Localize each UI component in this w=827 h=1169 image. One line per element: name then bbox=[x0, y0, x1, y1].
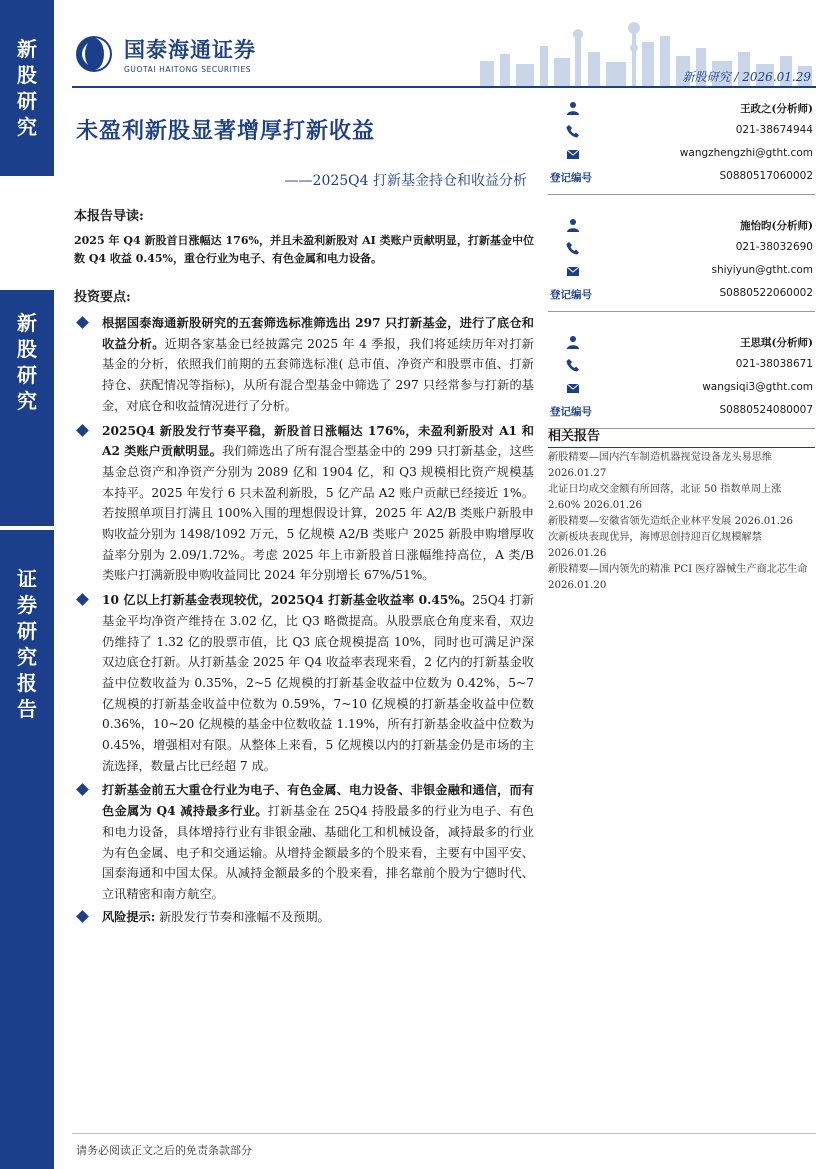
analyst-email[interactable]: shiyiyun@gtht.com bbox=[711, 264, 813, 276]
risk-label: 风险提示: bbox=[102, 909, 156, 924]
bullet-diamond-icon bbox=[76, 593, 89, 606]
disclaimer-footer: 请务必阅读正文之后的免责条款部分 bbox=[76, 1144, 252, 1157]
analyst-card bbox=[548, 332, 815, 429]
invest-point-text: 25Q4 打新基金平均净资产维持在 3.02 亿，比 Q3 略微提高。从股票底仓角度来看，双边仍维持了 1.32 亿的股票市值，比 Q3 底仓规模提高 10%，同时也可满足沪深双边底仓打新。从打新基金 2025 年 Q4 收益率表现来看，2 亿内的打新基金收益中位数收益为 0.35%，2~5 亿规模的打新基金收益中位数为 0.42%，5~7 亿规模的打新基金收益中位数为 0.59%，7~10 亿规模的打新基金收益中位数 0.36%，10~20 亿规模的基金中位数收益 1.19%，所有打新基金收益中位数为 0.45%，增强相对有限。从整体上来看，5 亿规模以内的打新基金仍是市场的主流选择，数量占比已经超 7 成。 bbox=[102, 593, 534, 773]
analyst-phone: 021-38032690 bbox=[735, 241, 813, 253]
analyst-name: 王思琪(分析师) bbox=[740, 337, 813, 349]
related-report-item[interactable]: 北证日均成交金额有所回落，北证 50 指数单周上涨 2.60% 2026.01.26 bbox=[548, 484, 782, 511]
sidebar-char: 告 bbox=[17, 697, 37, 721]
sidebar-char: 研 bbox=[17, 89, 37, 113]
footer-divider bbox=[72, 1133, 816, 1134]
related-reports-heading: 相关报告 bbox=[548, 425, 815, 448]
analyst-email[interactable]: wangzhengzhi@gtht.com bbox=[679, 147, 813, 159]
sidebar-char: 股 bbox=[17, 63, 37, 87]
registration-label: 登记编号 bbox=[550, 172, 592, 184]
person-icon bbox=[566, 218, 580, 232]
bullet-diamond-icon bbox=[76, 424, 89, 437]
header-divider bbox=[72, 86, 816, 88]
analyst-card bbox=[548, 98, 815, 195]
sidebar bbox=[0, 0, 54, 1169]
guide-text: 2025 年 Q4 新股首日涨幅达 176%，并且未盈利新股对 AI 类账户贡献明显，打新基金中位数 Q4 收益 0.45%，重仓行业为电子、有色金属和电力设备。 bbox=[74, 234, 534, 265]
related-reports-list bbox=[548, 450, 815, 594]
invest-point-highlight: 打新基金前五大重仓行业为电子、有色金属、电力设备、非银金融和通信，而有色金属为 Q4 减持最多行业。 bbox=[102, 783, 534, 819]
report-title: 未盈利新股显著增厚打新收益 bbox=[76, 118, 376, 144]
sidebar-char: 新 bbox=[17, 37, 37, 61]
analyst-card bbox=[548, 215, 815, 312]
email-icon bbox=[566, 381, 580, 395]
report-subtitle: ——2025Q4 打新基金持仓和收益分析 bbox=[284, 173, 527, 189]
related-report-item[interactable]: 新股精要—国内领先的精准 PCI 医疗器械生产商北芯生命 2026.01.20 bbox=[548, 564, 808, 591]
registration-number: S0880517060002 bbox=[719, 170, 813, 182]
invest-heading: 投资要点: bbox=[74, 290, 131, 305]
invest-point-highlight: 10 亿以上打新基金表现较优，2025Q4 打新基金收益率 0.45%。 bbox=[102, 593, 473, 608]
risk-text: 新股发行节奏和涨幅不及预期。 bbox=[159, 909, 330, 924]
sidebar-char: 证 bbox=[17, 567, 37, 591]
logo-icon bbox=[74, 34, 118, 74]
bullet-diamond-icon bbox=[76, 910, 89, 923]
invest-point bbox=[74, 590, 534, 776]
logo-text-en: GUOTAI HAITONG SECURITIES bbox=[124, 65, 252, 74]
sidebar-char: 研 bbox=[17, 619, 37, 643]
sidebar-char: 新 bbox=[17, 311, 37, 335]
sidebar-label-new-stock bbox=[0, 0, 54, 176]
analyst-name: 施怡昀(分析师) bbox=[740, 220, 813, 232]
logo-text-cn: 国泰海通证券 bbox=[124, 38, 256, 62]
report-category-date: 新股研究 / 2026.01.29 bbox=[682, 70, 811, 84]
person-icon bbox=[566, 101, 580, 115]
registration-label: 登记编号 bbox=[550, 406, 592, 418]
analyst-name: 王政之(分析师) bbox=[740, 103, 813, 115]
analyst-panel bbox=[548, 98, 815, 449]
sidebar-char: 究 bbox=[17, 645, 37, 669]
registration-label: 登记编号 bbox=[550, 289, 592, 301]
person-icon bbox=[566, 335, 580, 349]
invest-point bbox=[74, 421, 534, 587]
sidebar-char: 股 bbox=[17, 337, 37, 361]
sidebar-char: 报 bbox=[17, 671, 37, 695]
email-icon bbox=[566, 264, 580, 278]
analyst-phone: 021-38674944 bbox=[735, 124, 813, 136]
sidebar-char: 究 bbox=[17, 115, 37, 139]
analyst-phone: 021-38038671 bbox=[735, 358, 813, 370]
phone-icon bbox=[566, 241, 580, 255]
phone-icon bbox=[566, 124, 580, 138]
invest-point-text: 打新基金在 25Q4 持股最多的行业为电子、有色和电力设备，具体增持行业有非银金融、基础化工和机械设备，减持最多的行业为有色金属、电子和交通运输。从增持金额最多的个股来看，主要有中国平安、国泰海通和中国太保。从减持金额最多的个股来看，排名靠前个股为宁德时代、立讯精密和南方航空。 bbox=[102, 804, 534, 901]
related-report-item[interactable]: 次新板块表现优异，海博思创持迎百亿规模解禁 2026.01.26 bbox=[548, 532, 762, 559]
registration-number: S0880524080007 bbox=[719, 404, 813, 416]
related-report-item[interactable]: 新股精要—安徽省领先造纸企业林平发展 2026.01.26 bbox=[548, 516, 793, 527]
sidebar-char: 研 bbox=[17, 363, 37, 387]
registration-number: S0880522060002 bbox=[719, 287, 813, 299]
sidebar-char: 券 bbox=[17, 593, 37, 617]
phone-icon bbox=[566, 358, 580, 372]
sidebar-char: 究 bbox=[17, 389, 37, 413]
company-logo bbox=[74, 34, 256, 74]
related-report-item[interactable]: 新股精要—国内汽车制造机器视觉设备龙头易思维 2026.01.27 bbox=[548, 452, 773, 479]
guide-heading: 本报告导读: bbox=[74, 209, 144, 224]
invest-point-text: 我们筛选出了所有混合型基金中的 299 只打新基金，这些基金总资产和净资产分别为 2089 亿和 1904 亿，和 Q3 规模相比资产规模基本持平。2025 年发行 6 只未盈利新股，5 亿产品 A2 账户贡献已经接近 1%。若按照单项目打满且 100%入围的理想假设计算，2025 年 A2/B 类账户新股申购收益分别为 1498/1092 万元，5 亿规模 A2/B 类账户 2025 新股申购增厚收益率分别为 2.09/1.72%。考虑 2025 年上市新股首日涨幅维持高位，A 类/B 类账户打满新股申购收益同比 2024 年分别增长 67%/51%。 bbox=[102, 444, 534, 583]
invest-point bbox=[74, 780, 534, 904]
analyst-email[interactable]: wangsiqi3@gtht.com bbox=[702, 381, 813, 393]
risk-warning bbox=[74, 907, 534, 927]
related-reports bbox=[548, 425, 815, 594]
bullet-diamond-icon bbox=[76, 316, 89, 329]
invest-point-highlight: 根据国泰海通新股研究的五套筛选标准筛选出 297 只打新基金，进行了底仓和收益分析。 bbox=[102, 316, 534, 351]
invest-point bbox=[74, 313, 534, 417]
sidebar-label-new-stock-2 bbox=[0, 290, 54, 526]
main-content bbox=[74, 205, 534, 927]
bullet-diamond-icon bbox=[76, 784, 89, 797]
invest-point-text: 近期各家基金已经披露完 2025 年 4 季报，我们将延续历年对打新基金的分析，依照我们前期的五套筛选标准( 总市值、净资产和股票市值、打新持仓、获配情况等指标)，从所有混合型基金中筛选了 297 只经常参与打新的基金，对底仓和收益情况进行了分析。 bbox=[102, 336, 534, 413]
invest-point-highlight: 2025Q4 新股发行节奏平稳，新股首日涨幅达 176%，未盈利新股对 A1 和 A2 类账户贡献明显。 bbox=[102, 423, 534, 459]
email-icon bbox=[566, 147, 580, 161]
sidebar-label-report-type bbox=[0, 530, 54, 1169]
